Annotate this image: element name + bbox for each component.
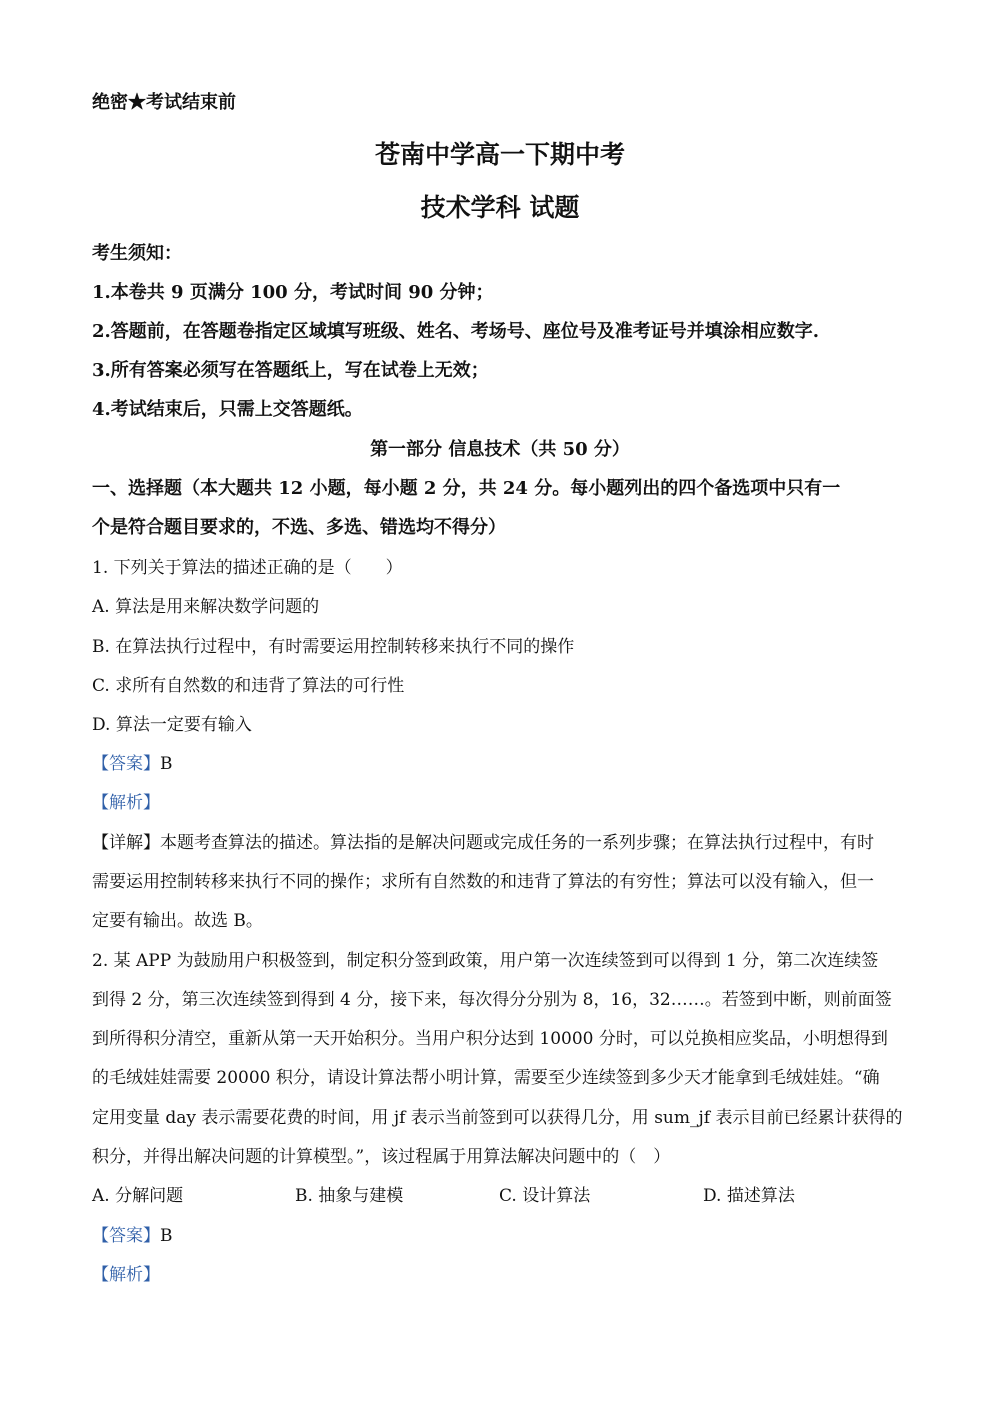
detail-tag: 【详解】 <box>92 833 160 853</box>
answer-tag: 【答案】 <box>92 1226 160 1246</box>
q1-stem: 1. 下列关于算法的描述正确的是（ ） <box>92 558 403 578</box>
q2-option-c: C. 设计算法 <box>499 1186 591 1206</box>
q2-stem-line: 2. 某 APP 为鼓励用户积极签到，制定积分签到政策，用户第一次连续签到可以得到 1 分，第二次连续签 <box>92 951 879 971</box>
q2-stem-line: 积分，并得出解决问题的计算模型。”，该过程属于用算法解决问题中的（ ） <box>92 1147 671 1167</box>
q2-stem-line: 到所得积分清空，重新从第一天开始积分。当用户积分达到 10000 分时，可以兑换相应奖品，小明想得到 <box>92 1029 888 1049</box>
q2-stem-line: 定用变量 day 表示需要花费的时间，用 jf 表示当前签到可以获得几分，用 sum_jf 表示目前已经累计获得的 <box>92 1108 903 1128</box>
notice-item: 2.答题前，在答题卷指定区域填写班级、姓名、考场号、座位号及准考证号并填涂相应数字. <box>92 321 820 342</box>
q2-answer <box>92 1225 173 1247</box>
section-heading: 一、选择题（本大题共 12 小题，每小题 2 分，共 24 分。每小题列出的四个备选项中只有一 <box>92 478 841 499</box>
answer-value: B <box>160 754 173 774</box>
notice-item: 1.本卷共 9 页满分 100 分，考试时间 90 分钟； <box>92 282 494 303</box>
answer-tag: 【答案】 <box>92 754 160 774</box>
answer-value: B <box>160 1226 173 1246</box>
q1-option-d: D. 算法一定要有输入 <box>92 715 252 735</box>
q1-option-b: B. 在算法执行过程中，有时需要运用控制转移来执行不同的操作 <box>92 637 575 657</box>
exam-title: 苍南中学高一下期中考 <box>374 140 625 169</box>
confidential-label: 绝密★考试结束前 <box>92 92 236 113</box>
q2-stem-line: 到得 2 分，第三次连续签到得到 4 分，接下来，每次得分分别为 8，16，32……。若签到中断，则前面签 <box>92 990 892 1010</box>
q1-detail <box>92 832 874 854</box>
q2-option-b: B. 抽象与建模 <box>295 1186 404 1206</box>
q1-detail-line: 需要运用控制转移来执行不同的操作；求所有自然数的和违背了算法的有穷性；算法可以没有输入，但一 <box>92 872 874 892</box>
q1-answer <box>92 753 173 775</box>
q1-option-a: A. 算法是用来解决数学问题的 <box>92 597 320 617</box>
notice-heading: 考生须知： <box>92 243 182 264</box>
q1-analysis-tag: 【解析】 <box>92 793 160 813</box>
exam-subtitle: 技术学科 试题 <box>420 193 580 222</box>
q1-detail-line: 定要有输出。故选 B。 <box>92 911 263 931</box>
q1-option-c: C. 求所有自然数的和违背了算法的可行性 <box>92 676 405 696</box>
notice-item: 4.考试结束后，只需上交答题纸。 <box>92 399 363 420</box>
detail-text: 本题考查算法的描述。算法指的是解决问题或完成任务的一系列步骤；在算法执行过程中，有时 <box>160 833 874 853</box>
q2-option-a: A. 分解问题 <box>92 1186 184 1206</box>
part-heading: 第一部分 信息技术（共 50 分） <box>370 439 630 460</box>
q2-option-d: D. 描述算法 <box>703 1186 795 1206</box>
notice-item: 3.所有答案必须写在答题纸上，写在试卷上无效； <box>92 360 489 381</box>
section-heading-cont: 个是符合题目要求的，不选、多选、错选均不得分） <box>92 517 506 538</box>
q2-analysis-tag: 【解析】 <box>92 1265 160 1285</box>
q2-stem-line: 的毛绒娃娃需要 20000 积分，请设计算法帮小明计算，需要至少连续签到多少天才能拿到毛绒娃娃。“确 <box>92 1068 880 1088</box>
